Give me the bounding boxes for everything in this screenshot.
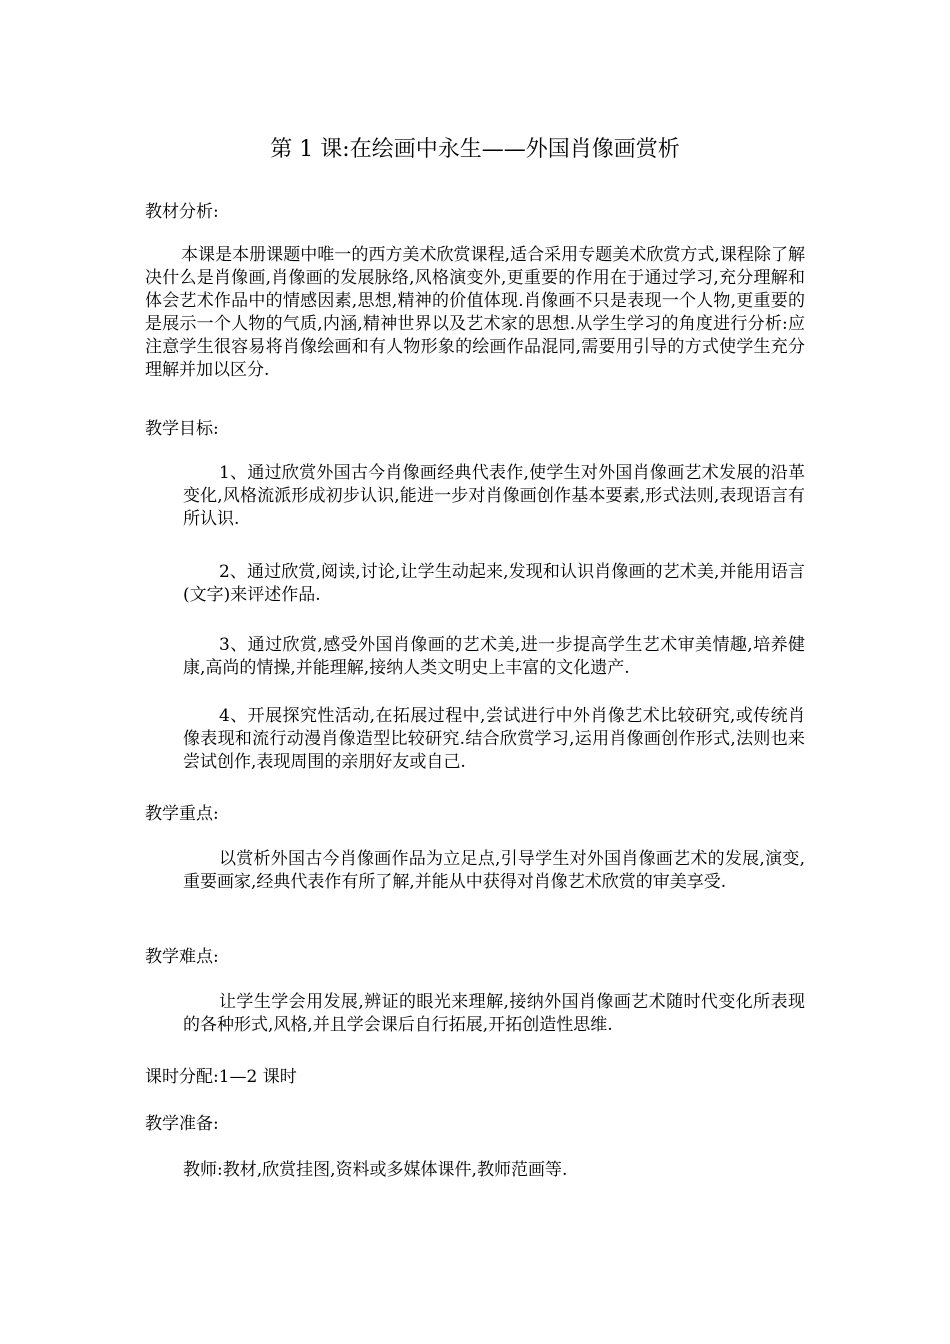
difficulty-heading: 教学难点: [145,947,219,967]
goals-heading: 教学目标: [145,419,219,439]
goal-item-1: 1、通过欣赏外国古今肖像画经典代表作,使学生对外国肖像画艺术发展的沿革变化,风格流派形成初步认识,能进一步对肖像画创作基本要素,形式法则,表现语言有所认识. [183,463,805,529]
class-hours-line: 课时分配:1—2 课时 [145,1067,297,1087]
preparation-paragraph: 教师:教材,欣赏挂图,资料或多媒体课件,教师范画等. [183,1160,568,1180]
preparation-heading: 教学准备: [145,1114,219,1134]
difficulty-paragraph: 让学生学会用发展,辨证的眼光来理解,接纳外国肖像画艺术随时代变化所表现的各种形式,风格,并且学会课后自行拓展,开拓创造性思维. [183,992,805,1035]
goal-item-4: 4、开展探究性活动,在拓展过程中,尝试进行中外肖像艺术比较研究,或传统肖像表现和流行动漫肖像造型比较研究.结合欣赏学习,运用肖像画创作形式,法则也来尝试创作,表现周围的亲朋好友或自己. [183,706,805,772]
document-title: 第 1 课:在绘画中永生——外国肖像画赏析 [270,137,680,162]
analysis-heading: 教材分析: [145,202,219,222]
goal-item-2: 2、通过欣赏,阅读,讨论,让学生动起来,发现和认识肖像画的艺术美,并能用语言(文字)来评述作品. [183,562,805,605]
goal-item-3: 3、通过欣赏,感受外国肖像画的艺术美,进一步提高学生艺术审美情趣,培养健康,高尚的情操,并能理解,接纳人类文明史上丰富的文化遗产. [183,635,805,678]
key-points-paragraph: 以赏析外国古今肖像画作品为立足点,引导学生对外国肖像画艺术的发展,演变,重要画家,经典代表作有所了解,并能从中获得对肖像艺术欣赏的审美享受. [183,849,805,892]
analysis-paragraph: 本课是本册课题中唯一的西方美术欣赏课程,适合采用专题美术欣赏方式,课程除了解决什么是肖像画,肖像画的发展脉络,风格演变外,更重要的作用在于通过学习,充分理解和体会艺术作品中的情感因素,思想,精神的价值体现.肖像画不只是表现一个人物,更重要的是展示一个人物的气质,内涵,精神世界以及艺术家的思想.从学生学习的角度进行分析:应注意学生很容易将肖像绘画和有人物形象的绘画作品混同,需要用引导的方式使学生充分理解并加以区分. [145,245,805,380]
key-points-heading: 教学重点: [145,804,219,824]
